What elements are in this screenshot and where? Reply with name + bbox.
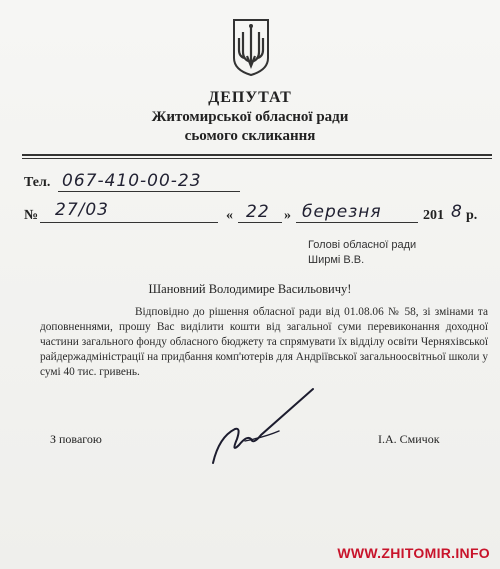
header-rule-thin <box>22 158 492 159</box>
number-value: 27/03 <box>55 200 109 220</box>
body-paragraph: Відповідно до рішення обласної ради від 01.08.06 № 58, зі змінами та доповненнями, прошу Вас виділити кошти від загальної суми перевиконання доходної частини загального фонду обласного бюджету та спрямувати їх відділу освіти Черняхівської райдержадміністрації на придбання комп'ютерів для Андріївської загальноосвітньої школи у сумі 40 тис. гривень. <box>40 306 488 378</box>
trident-coat-of-arms-icon <box>232 18 270 76</box>
letter-body <box>40 305 488 380</box>
tel-value: 067-410-00-23 <box>62 171 202 191</box>
date-day: 22 <box>246 202 270 222</box>
handwritten-signature-icon <box>205 385 325 475</box>
salutation: Шановний Володимире Васильовичу! <box>148 282 352 296</box>
number-underline <box>40 222 218 223</box>
close-quote: » <box>284 208 291 223</box>
letterhead-title: ДЕПУТАТ <box>208 89 292 106</box>
site-watermark: WWW.ZHITOMIR.INFO <box>337 545 490 561</box>
addressee-name: Ширмі В.В. <box>308 254 365 266</box>
letterhead-subtitle-2: сьомого скликання <box>184 128 316 144</box>
month-underline <box>296 222 418 223</box>
year-suffix: р. <box>466 208 478 223</box>
day-underline <box>238 222 282 223</box>
addressee-position: Голові обласної ради <box>308 239 417 251</box>
tel-label: Тел. <box>24 175 51 190</box>
closing-regards: З повагою <box>50 432 102 446</box>
year-digit: 8 <box>451 202 463 222</box>
header-rule <box>22 154 492 156</box>
letterhead-subtitle-1: Житомирської обласної ради <box>151 109 349 125</box>
number-label: № <box>24 208 39 223</box>
date-month: березня <box>302 202 382 222</box>
signer-name: І.А. Смичок <box>378 432 440 446</box>
year-prefix: 201 <box>423 208 444 223</box>
tel-underline <box>58 191 240 192</box>
open-quote: « <box>226 208 233 223</box>
